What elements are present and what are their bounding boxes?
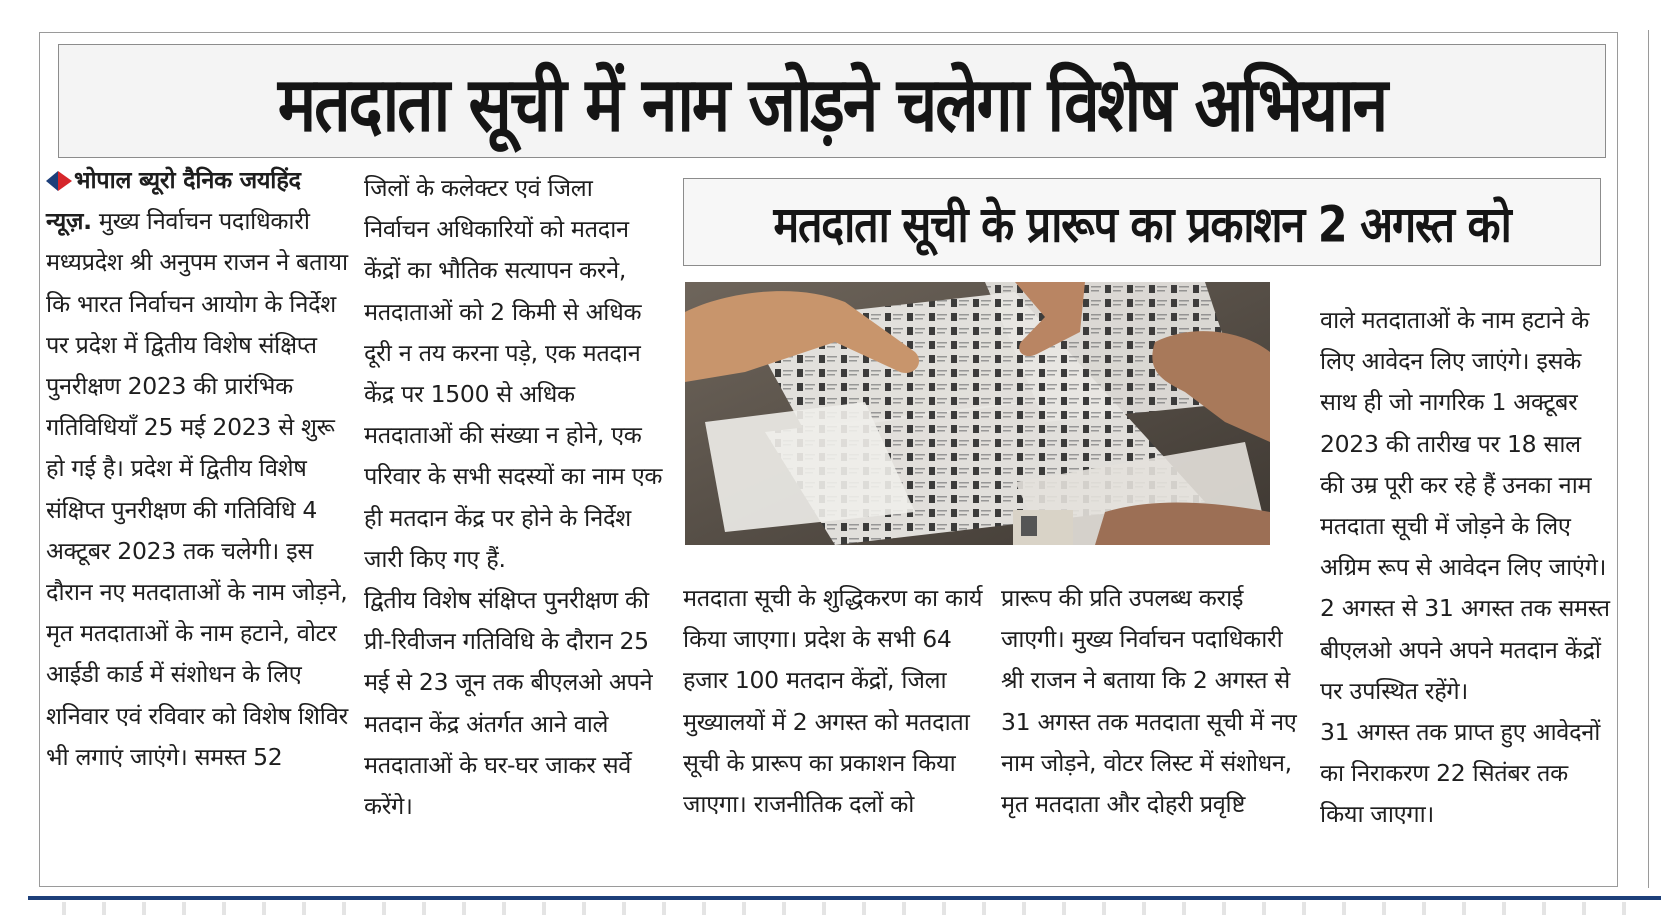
column-2-para-1: जिलों के कलेक्टर एवं जिला निर्वाचन अधिकारियों को मतदान केंद्रों का भौतिक सत्यापन करने, मतदाताओं को 2 किमी से अधिक दूरी न तय करना पड़े, एक मतदान केंद्र पर 1500 से अधिक मतदाताओं की संख्या न होने, एक परिवार के सभी सदस्यों का नाम एक ही मतदान केंद्र पर होने के निर्देश जारी किए गए हैं. — [364, 174, 663, 573]
article-column-2 — [364, 168, 664, 827]
article-column-5 — [1320, 300, 1610, 836]
headline: मतदाता सूची में नाम जोड़ने चलेगा विशेष अभियान — [277, 61, 1387, 149]
article-column-3 — [683, 578, 988, 825]
article-column-1 — [46, 160, 351, 778]
column-5-para-3: 31 अगस्त तक प्राप्त हुए आवेदनों का निराकरण 22 सितंबर तक किया जाएगा। — [1320, 718, 1601, 829]
column-2-para-2: द्वितीय विशेष संक्षिप्त पुनरीक्षण की प्री-रिवीजन गतिविधि के दौरान 25 मई से 23 जून तक बीएलओ अपने मतदान केंद्र अंतर्गत आने वाले मतदाताओं के घर-घर जाकर सर्वे करेंगे। — [364, 586, 653, 821]
column-5-para-1: वाले मतदाताओं के नाम हटाने के लिए आवेदन लिए जाएंगे। इसके साथ ही जो नागरिक 1 अक्टूबर 2023 की तारीख पर 18 साल की उम्र पूरी कर रहे हैं उनका नाम मतदाता सूची में जोड़ने के लिए अग्रिम रूप से आवेदन लिए जाएंगे। — [1320, 306, 1607, 582]
subheadline: मतदाता सूची के प्रारूप का प्रकाशन 2 अगस्त को — [773, 196, 1511, 254]
arrow-logo-icon — [46, 163, 72, 183]
column-3-text: मतदाता सूची के शुद्धिकरण का कार्य किया जाएगा। प्रदेश के सभी 64 हजार 100 मतदान केंद्रों, जिला मुख्यालयों में 2 अगस्त को मतदाता सूची के प्रारूप का प्रकाशन किया जाएगा। राजनीतिक दलों को — [683, 584, 983, 819]
column-4-text: प्रारूप की प्रति उपलब्ध कराई जाएगी। मुख्य निर्वाचन पदाधिकारी श्री राजन ने बताया कि 2 अगस्त से 31 अगस्त तक मतदाता सूची में नए नाम जोड़ने, वोटर लिस्ट में संशोधन, मृत मतदाता और दोहरी प्रवृष्टि — [1001, 584, 1297, 819]
voter-list-photo — [685, 282, 1270, 545]
headline-box — [58, 44, 1606, 158]
bottom-rule — [28, 896, 1661, 900]
subheadline-box — [683, 178, 1601, 266]
cutoff-next-article — [40, 902, 1640, 915]
column-1-text: मुख्य निर्वाचन पदाधिकारी मध्यप्रदेश श्री अनुपम राजन ने बताया कि भारत निर्वाचन आयोग के निर्देश पर प्रदेश में द्वितीय विशेष संक्षिप्त पुनरीक्षण 2023 की प्रारंभिक गतिविधियाँ 25 मई 2023 से शुरू हो गई है। प्रदेश में द्वितीय विशेष संक्षिप्त पुनरीक्षण की गतिविधि 4 अक्टूबर 2023 तक चलेगी। इस दौरान नए मतदाताओं के नाम जोड़ने, मृत मतदाताओं के नाम हटाने, वोटर आईडी कार्ड में संशोधन के लिए शनिवार एवं रविवार को विशेष शिविर भी लगाएं जाएंगे। समस्त 52 — [46, 207, 348, 771]
article-column-4 — [1001, 578, 1301, 825]
byline: भोपाल ब्यूरो दैनिक जयहिंद न्यूज़. — [46, 166, 301, 236]
next-article-edge — [1648, 30, 1661, 888]
column-5-para-2: 2 अगस्त से 31 अगस्त तक समस्त बीएलओ अपने अपने मतदान केंद्रों पर उपस्थित रहेंगे। — [1320, 594, 1610, 705]
